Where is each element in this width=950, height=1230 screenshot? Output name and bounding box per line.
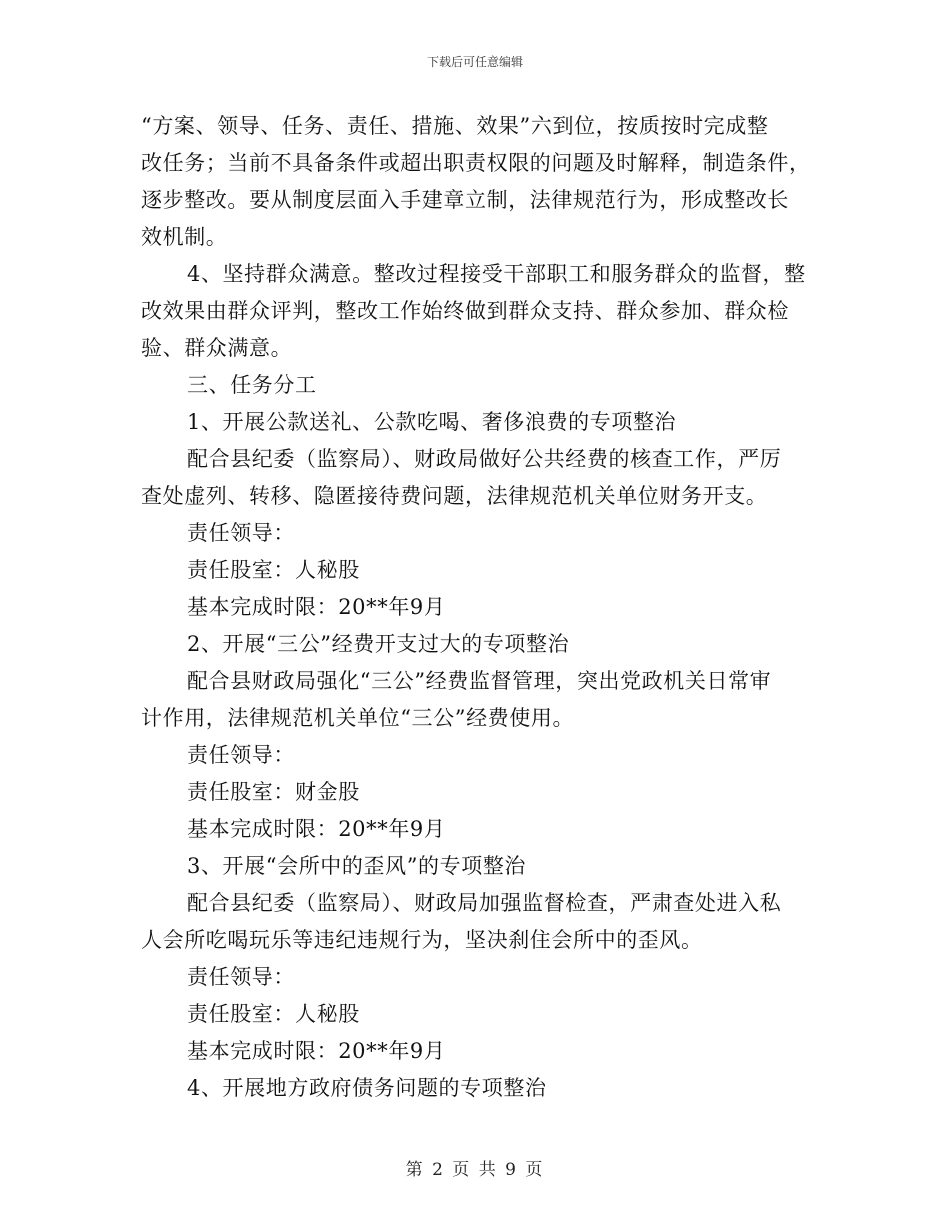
text-line: 基本完成时限：20**年9月 [187, 1039, 446, 1063]
text-line: 逐步整改。要从制度层面入手建章立制，法律规范行为，形成整改长 [141, 188, 789, 212]
text-line: 配合县纪委（监察局）、财政局加强监督检查，严肃查处进入私 [187, 891, 782, 915]
text-line: 改效果由群众评判，整改工作始终做到群众支持、群众参加、群众检 [141, 299, 789, 323]
text-line: 责任领导： [187, 521, 295, 545]
page-footer-number: 第 2 页 共 9 页 [405, 1160, 545, 1180]
text-line: 责任股室：财金股 [187, 780, 360, 804]
text-line: 3、开展“会所中的歪风”的专项整治 [187, 854, 527, 878]
document-body [141, 108, 809, 1107]
text-line: 2、开展“三公”经费开支过大的专项整治 [187, 632, 570, 656]
text-line: 计作用，法律规范机关单位“三公”经费使用。 [141, 706, 575, 730]
text-line: 验、群众满意。 [141, 336, 293, 360]
text-line: 基本完成时限：20**年9月 [187, 817, 446, 841]
text-line: 4、开展地方政府债务问题的专项整治 [187, 1076, 547, 1100]
text-line: 三、任务分工 [187, 373, 317, 397]
text-line: 1、开展公款送礼、公款吃喝、奢侈浪费的专项整治 [187, 410, 677, 434]
text-line: “方案、领导、任务、责任、措施、效果”六到位，按质按时完成整 [141, 114, 769, 138]
text-line: 查处虚列、转移、隐匿接待费问题，法律规范机关单位财务开支。 [141, 484, 768, 508]
text-line: 人会所吃喝玩乐等违纪违规行为，坚决刹住会所中的歪风。 [141, 928, 703, 952]
text-line: 责任领导： [187, 965, 295, 989]
text-line: 基本完成时限：20**年9月 [187, 595, 446, 619]
text-line: 改任务；当前不具备条件或超出职责权限的问题及时解释，制造条件， [141, 151, 811, 175]
text-line: 责任股室：人秘股 [187, 1002, 360, 1026]
text-line: 责任领导： [187, 743, 295, 767]
text-line: 配合县纪委（监察局）、财政局做好公共经费的核查工作，严厉 [187, 447, 782, 471]
page-header-note: 下载后可任意编辑 [426, 55, 523, 69]
text-line: 4、坚持群众满意。整改过程接受干部职工和服务群众的监督，整 [187, 262, 806, 286]
text-line: 配合县财政局强化“三公”经费监督管理，突出党政机关日常审 [187, 669, 772, 693]
text-line: 效机制。 [141, 225, 228, 249]
text-line: 责任股室：人秘股 [187, 558, 360, 582]
